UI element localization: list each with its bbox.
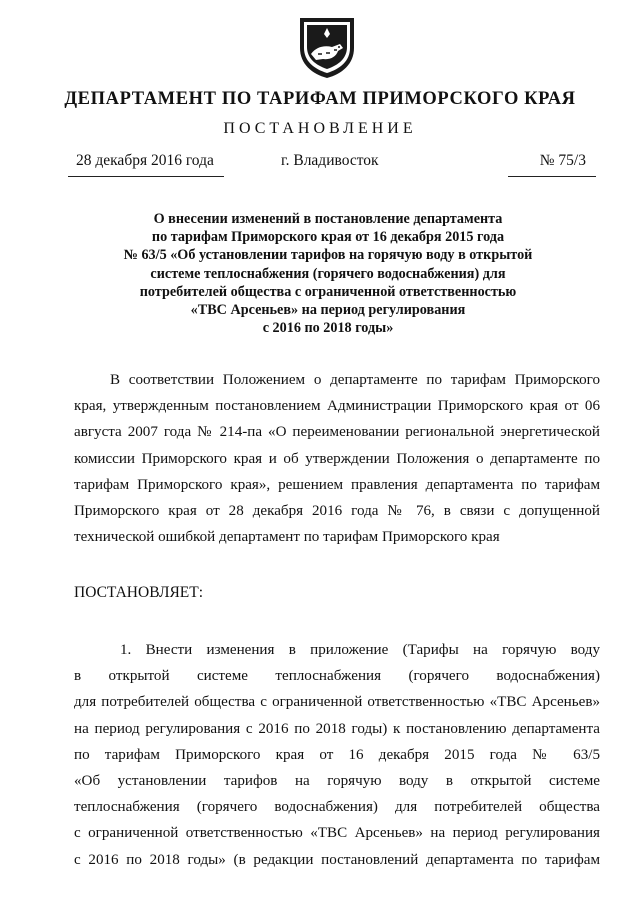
- title-line: потребителей общества с ограниченной ответственностью: [139, 283, 517, 300]
- document-number: № 75/3: [539, 152, 586, 169]
- title-line: «ТВС Арсеньев» на период регулирования: [190, 302, 466, 319]
- preamble-line: августа 2007 года № 214-па «О переименовании региональной энергетической: [74, 424, 600, 441]
- item-line: в открытой системе теплоснабжения (горячего водоснабжения): [74, 668, 600, 685]
- title-line: системе теплоснабжения (горячего водоснабжения) для: [150, 265, 506, 282]
- document-city: г. Владивосток: [281, 152, 379, 169]
- preamble-paragraph: [74, 367, 600, 550]
- preamble-line: технической ошибкой департамент по тарифам Приморского края: [74, 529, 500, 546]
- preamble-line: тарифам Приморского края», решением правления департамента по тарифам: [74, 476, 600, 493]
- item-1-paragraph: [74, 637, 600, 873]
- item-line: «Об установлении тарифов на горячую воду в открытой системе: [74, 772, 600, 789]
- document-title: [90, 210, 566, 337]
- title-line: № 63/5 «Об установлении тарифов на горячую воду в открытой: [123, 247, 533, 264]
- preamble-line: края, утвержденным постановлением Администрации Приморского края от 06: [74, 398, 600, 415]
- title-line: с 2016 по 2018 годы»: [262, 320, 394, 337]
- decree-heading: ПОСТАНОВЛЯЕТ:: [74, 584, 204, 601]
- date-underline: [68, 176, 224, 177]
- item-line: по тарифам Приморского края от 16 декабря 2015 года № 63/5: [74, 746, 600, 763]
- item-line: на период регулирования с 2016 по 2018 годы) к постановлению департамента: [74, 720, 600, 737]
- title-line: О внесении изменений в постановление департамента: [153, 211, 503, 227]
- department-name: ДЕПАРТАМЕНТ ПО ТАРИФАМ ПРИМОРСКОГО КРАЯ: [64, 89, 576, 109]
- number-underline: [508, 176, 596, 177]
- preamble-line: В соответствии Положением о департаменте по тарифам Приморского: [110, 372, 600, 388]
- item-line: с ограниченной ответственностью «ТВС Арсеньев» на период регулирования: [74, 825, 600, 842]
- item-line: с 2016 по 2018 годы» (в редакции постановлений департамента по тарифам: [74, 851, 600, 868]
- document-date: 28 декабря 2016 года: [76, 152, 214, 169]
- primorsky-krai-coat-of-arms-icon: [296, 14, 358, 80]
- item-line: теплоснабжения (горячего водоснабжения) для потребителей общества: [74, 799, 600, 816]
- preamble-line: Приморского края от 28 декабря 2016 года № 76, в связи с допущенной: [74, 502, 600, 519]
- item-line: 1. Внести изменения в приложение (Тарифы на горячую воду: [120, 642, 600, 658]
- item-line: для потребителей общества с ограниченной ответственностью «ТВС Арсеньев»: [74, 694, 600, 711]
- title-line: по тарифам Приморского края от 16 декабря 2015 года: [151, 229, 505, 246]
- document-type: ПОСТАНОВЛЕНИЕ: [223, 120, 417, 137]
- preamble-line: комиссии Приморского края и об утверждении Положения о департаменте по: [74, 450, 600, 467]
